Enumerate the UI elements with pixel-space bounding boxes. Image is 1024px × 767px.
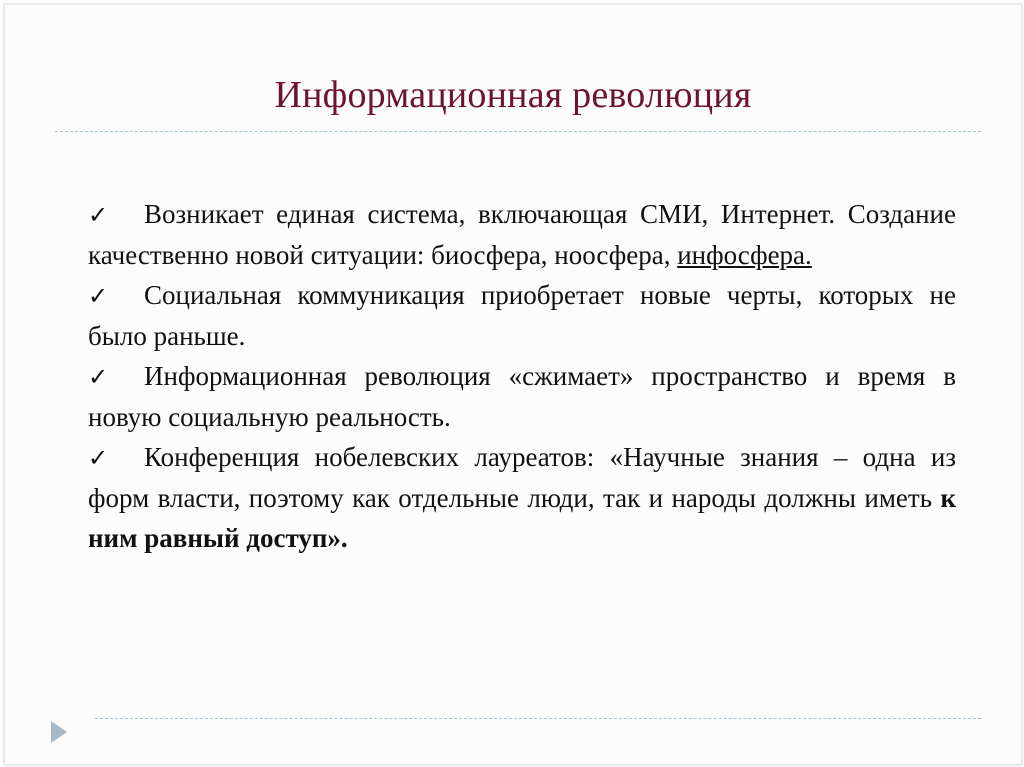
check-icon: ✓ [88,363,109,391]
footer-divider [95,718,981,719]
triangle-right-icon[interactable] [51,721,67,743]
bullet-item [88,194,956,275]
bullet-text: Конференция нобелевских лауреатов: «Научные знания – одна из форм власти, поэтому как отдельные люди, так и народы должны иметь [88,442,956,513]
bullet-item [88,356,956,437]
check-icon: ✓ [88,444,109,472]
slide-title: Информационная революция [274,74,752,116]
bullet-text: Социальная коммуникация приобретает новые черты, которых не было раньше. [88,280,956,351]
bullet-underlined-term: инфосфера. [677,240,812,270]
bullet-bold-phrase: к ним равный доступ». [88,483,956,553]
bullet-item [88,437,956,558]
bullet-text: Информационная революция «сжимает» пространство и время в новую социальную реальность. [88,361,956,432]
bullet-item [88,275,956,356]
slide [4,4,1022,765]
check-icon: ✓ [88,282,109,310]
title-divider [55,131,981,132]
check-icon: ✓ [88,201,109,229]
bullet-text: Возникает единая система, включающая СМИ, Интернет. Создание качественно новой ситуации: биосфера, ноосфера, [88,199,956,270]
bullet-list [88,194,956,558]
